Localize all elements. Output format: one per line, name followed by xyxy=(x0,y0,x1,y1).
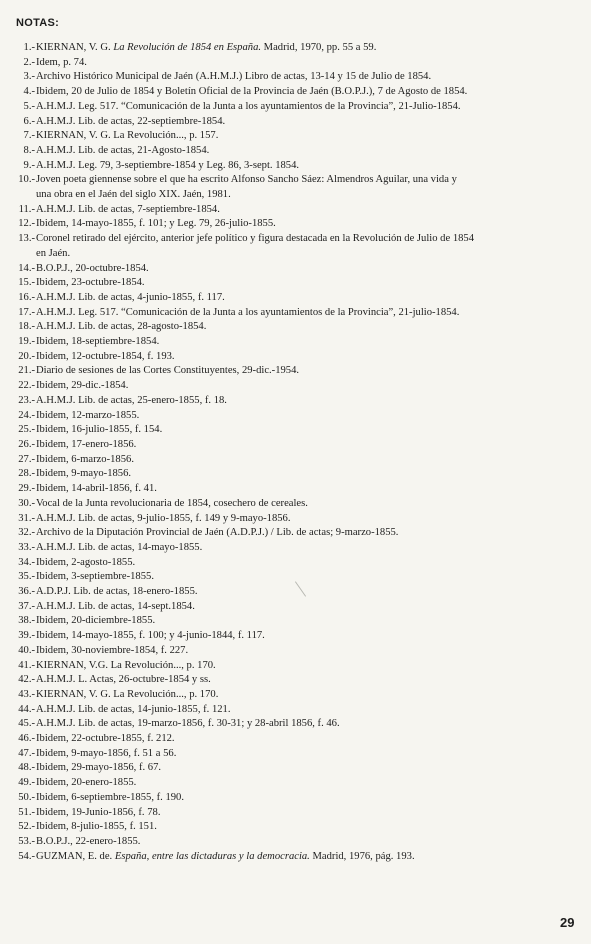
note-text-segment: A.H.M.J. Lib. de actas, 28-agosto-1854. xyxy=(36,321,207,333)
note-line xyxy=(36,100,581,115)
note-item xyxy=(0,512,591,527)
note-number: 2.- xyxy=(23,56,35,68)
note-text xyxy=(36,526,581,541)
note-item xyxy=(0,717,591,732)
note-line xyxy=(36,262,581,277)
note-text-segment: Archivo de la Diputación Provincial de Jaén (A.D.P.J.) / Lib. de actas; 9-marzo-1855. xyxy=(36,527,399,539)
note-number: 44.- xyxy=(18,703,35,715)
notes-heading: NOTAS: xyxy=(16,17,60,29)
note-line xyxy=(36,644,581,659)
note-number: 54.- xyxy=(18,850,35,862)
note-text-segment: A.H.M.J. Lib. de actas, 14-junio-1855, f. 121. xyxy=(36,703,231,715)
note-number: 26.- xyxy=(18,438,35,450)
note-text-segment: KIERNAN, V. G. La Revolución..., p. 170. xyxy=(36,688,219,700)
note-text-segment: en Jaén. xyxy=(36,247,71,259)
note-number: 18.- xyxy=(18,321,35,333)
note-number: 8.- xyxy=(23,144,35,156)
note-text-segment: A.H.M.J. Lib. de actas, 9-julio-1855, f. 149 y 9-mayo-1856. xyxy=(36,512,291,524)
note-text-segment: Ibidem, 22-octubre-1855, f. 212. xyxy=(36,733,175,745)
note-title-italic: España, entre las dictaduras y la democracia. xyxy=(114,850,310,862)
note-text-segment: Ibidem, 12-marzo-1855. xyxy=(36,409,140,421)
note-text-segment: A.H.M.J. Lib. de actas, 21-Agosto-1854. xyxy=(36,144,210,156)
note-line xyxy=(36,835,581,850)
note-number: 47.- xyxy=(18,747,35,759)
note-item xyxy=(0,541,591,556)
note-item xyxy=(0,129,591,144)
note-text-segment: A.D.P.J. Lib. de actas, 18-enero-1855. xyxy=(36,586,198,598)
note-text xyxy=(36,585,581,600)
note-number: 12.- xyxy=(18,218,35,230)
note-number: 19.- xyxy=(18,336,35,348)
note-number: 52.- xyxy=(18,821,35,833)
note-line xyxy=(36,570,581,585)
note-text-segment: Ibidem, 20-diciembre-1855. xyxy=(36,615,156,627)
note-line xyxy=(36,614,581,629)
note-text-segment: Ibidem, 18-septiembre-1854. xyxy=(36,336,160,348)
note-text-segment: A.H.M.J. Leg. 517. “Comunicación de la Junta a los ayuntamientos de la Provincia”, 21-Julio-1854. xyxy=(36,100,461,112)
note-number: 27.- xyxy=(18,453,35,465)
note-line xyxy=(36,747,581,762)
note-number: 32.- xyxy=(18,527,35,539)
note-text xyxy=(36,56,581,71)
note-text-segment: Ibidem, 19-Junio-1856, f. 78. xyxy=(36,806,161,818)
note-text-segment: Idem, p. 74. xyxy=(36,56,87,68)
note-item xyxy=(0,820,591,835)
note-item xyxy=(0,379,591,394)
note-text xyxy=(36,541,581,556)
note-number: 28.- xyxy=(18,468,35,480)
note-text xyxy=(36,276,581,291)
note-text-segment: A.H.M.J. L. Actas, 26-octubre-1854 y ss. xyxy=(36,674,211,686)
notes-list xyxy=(0,41,591,864)
note-text xyxy=(36,482,581,497)
note-line xyxy=(36,291,581,306)
note-text-segment: A.H.M.J. Lib. de actas, 7-septiembre-1854. xyxy=(36,203,220,215)
note-text-segment: KIERNAN, V. G. xyxy=(36,42,114,53)
note-text-segment: Ibidem, 23-octubre-1854. xyxy=(36,277,145,289)
note-item xyxy=(0,703,591,718)
note-text xyxy=(36,379,581,394)
note-text xyxy=(36,85,581,100)
note-text-segment: Archivo Histórico Municipal de Jaén (A.H.M.J.) Libro de actas, 13-14 y 15 de Julio de 1854. xyxy=(36,71,432,83)
note-item xyxy=(0,173,591,202)
note-number: 38.- xyxy=(18,615,35,627)
note-number: 25.- xyxy=(18,424,35,436)
note-number: 21.- xyxy=(18,365,35,377)
note-item xyxy=(0,482,591,497)
note-item xyxy=(0,276,591,291)
note-line xyxy=(36,41,581,56)
note-line xyxy=(36,806,581,821)
note-number: 43.- xyxy=(18,688,35,700)
note-item xyxy=(0,747,591,762)
note-number: 1.- xyxy=(23,42,35,53)
note-text-segment: A.H.M.J. Lib. de actas, 19-marzo-1856, f. 30-31; y 28-abril 1856, f. 46. xyxy=(36,718,340,730)
note-line xyxy=(36,585,581,600)
note-text xyxy=(36,747,581,762)
note-item xyxy=(0,453,591,468)
note-item xyxy=(0,203,591,218)
note-text xyxy=(36,159,581,174)
note-item xyxy=(0,614,591,629)
note-text xyxy=(36,438,581,453)
note-number: 24.- xyxy=(18,409,35,421)
note-text-segment: A.H.M.J. Lib. de actas, 14-sept.1854. xyxy=(36,600,195,612)
page-number: 29 xyxy=(560,915,575,930)
note-number: 53.- xyxy=(18,835,35,847)
note-number: 31.- xyxy=(18,512,35,524)
note-text-segment: Ibidem, 14-abril-1856, f. 41. xyxy=(36,483,157,495)
note-line xyxy=(36,850,581,865)
note-item xyxy=(0,688,591,703)
note-text-segment: Coronel retirado del ejército, anterior jefe político y figura destacada en la Revolución de Julio de 1854 xyxy=(36,233,475,245)
note-item xyxy=(0,350,591,365)
note-item xyxy=(0,70,591,85)
note-text xyxy=(36,364,581,379)
note-number: 3.- xyxy=(23,71,35,83)
note-number: 20.- xyxy=(18,350,35,362)
note-text xyxy=(36,791,581,806)
note-number: 40.- xyxy=(18,644,35,656)
note-line xyxy=(36,732,581,747)
note-text-segment: Ibidem, 12-octubre-1854, f. 193. xyxy=(36,350,175,362)
note-text xyxy=(36,688,581,703)
note-number: 39.- xyxy=(18,630,35,642)
note-line xyxy=(36,203,581,218)
note-text xyxy=(36,570,581,585)
note-line xyxy=(36,791,581,806)
note-number: 30.- xyxy=(18,497,35,509)
note-item xyxy=(0,467,591,482)
note-text xyxy=(36,350,581,365)
note-line xyxy=(36,276,581,291)
note-text xyxy=(36,467,581,482)
note-line xyxy=(36,467,581,482)
note-number: 16.- xyxy=(18,291,35,303)
note-line xyxy=(36,394,581,409)
note-item xyxy=(0,673,591,688)
note-item xyxy=(0,115,591,130)
note-line xyxy=(36,776,581,791)
note-text xyxy=(36,556,581,571)
note-text-segment: Ibidem, 9-mayo-1856. xyxy=(36,468,132,480)
note-number: 35.- xyxy=(18,571,35,583)
note-line xyxy=(36,673,581,688)
note-item xyxy=(0,806,591,821)
note-line xyxy=(36,173,581,188)
note-text xyxy=(36,262,581,277)
note-line xyxy=(36,438,581,453)
note-line xyxy=(36,423,581,438)
note-text xyxy=(36,100,581,115)
note-text xyxy=(36,776,581,791)
note-line xyxy=(36,703,581,718)
note-text xyxy=(36,732,581,747)
note-item xyxy=(0,732,591,747)
note-line xyxy=(36,335,581,350)
note-line xyxy=(36,600,581,615)
note-line xyxy=(36,659,581,674)
note-item xyxy=(0,644,591,659)
note-text xyxy=(36,409,581,424)
note-text xyxy=(36,306,581,321)
note-text xyxy=(36,659,581,674)
note-line xyxy=(36,761,581,776)
note-text xyxy=(36,144,581,159)
note-number: 11.- xyxy=(18,203,35,215)
note-line xyxy=(36,717,581,732)
note-number: 17.- xyxy=(18,306,35,318)
note-text xyxy=(36,629,581,644)
note-line xyxy=(36,688,581,703)
note-text-segment: Ibidem, 17-enero-1856. xyxy=(36,438,137,450)
note-text xyxy=(36,806,581,821)
note-number: 42.- xyxy=(18,674,35,686)
note-number: 51.- xyxy=(18,806,35,818)
note-text xyxy=(36,291,581,306)
note-text xyxy=(36,335,581,350)
note-line xyxy=(36,85,581,100)
note-number: 34.- xyxy=(18,556,35,568)
note-item xyxy=(0,776,591,791)
note-number: 4.- xyxy=(23,86,35,98)
note-text-segment: Ibidem, 14-mayo-1855, f. 100; y 4-junio-1844, f. 117. xyxy=(36,630,265,642)
note-line xyxy=(36,56,581,71)
note-text-segment: Ibidem, 6-septiembre-1855, f. 190. xyxy=(36,791,184,803)
note-line xyxy=(36,159,581,174)
note-item xyxy=(0,526,591,541)
note-text-segment: B.O.P.J., 20-octubre-1854. xyxy=(36,262,149,274)
note-text-segment: A.H.M.J. Lib. de actas, 25-enero-1855, f. 18. xyxy=(36,394,227,406)
note-item xyxy=(0,291,591,306)
note-line xyxy=(36,129,581,144)
note-text-segment: A.H.M.J. Lib. de actas, 14-mayo-1855. xyxy=(36,541,203,553)
note-number: 33.- xyxy=(18,541,35,553)
note-text-segment: GUZMAN, E. de. xyxy=(36,850,115,862)
note-text-segment: Madrid, 1976, pág. 193. xyxy=(309,850,415,862)
note-item xyxy=(0,85,591,100)
note-item xyxy=(0,600,591,615)
note-item xyxy=(0,364,591,379)
note-line xyxy=(36,247,581,262)
note-number: 5.- xyxy=(23,100,35,112)
note-text-segment: Joven poeta giennense sobre el que ha escrito Alfonso Sancho Sáez: Almendros Aguilar, una vida y xyxy=(36,174,457,186)
note-text-segment: Ibidem, 3-septiembre-1855. xyxy=(36,571,154,583)
note-text xyxy=(36,497,581,512)
note-item xyxy=(0,306,591,321)
note-text-segment: Ibidem, 30-noviembre-1854, f. 227. xyxy=(36,644,189,656)
note-text xyxy=(36,173,581,202)
note-text-segment: Ibidem, 29-mayo-1856, f. 67. xyxy=(36,762,162,774)
note-number: 9.- xyxy=(23,159,35,171)
note-item xyxy=(0,659,591,674)
note-number: 7.- xyxy=(23,130,35,142)
note-line xyxy=(36,482,581,497)
note-item xyxy=(0,262,591,277)
note-text xyxy=(36,644,581,659)
note-line xyxy=(36,820,581,835)
note-text xyxy=(36,203,581,218)
note-item xyxy=(0,409,591,424)
note-item xyxy=(0,835,591,850)
note-line xyxy=(36,217,581,232)
note-text-segment: Ibidem, 20 de Julio de 1854 y Boletín Oficial de la Provincia de Jaén (B.O.P.J.), 7 de Agosto de 1854. xyxy=(36,86,468,98)
note-text xyxy=(36,673,581,688)
note-number: 46.- xyxy=(18,733,35,745)
note-line xyxy=(36,453,581,468)
note-text xyxy=(36,41,581,56)
note-text xyxy=(36,423,581,438)
note-item xyxy=(0,320,591,335)
note-text-segment: una obra en el Jaén del siglo XIX. Jaén, 1981. xyxy=(36,189,231,201)
note-text-segment: Ibidem, 2-agosto-1855. xyxy=(36,556,136,568)
note-text xyxy=(36,453,581,468)
note-line xyxy=(36,497,581,512)
note-number: 6.- xyxy=(23,115,35,127)
note-text-segment: Ibidem, 14-mayo-1855, f. 101; y Leg. 79, 26-julio-1855. xyxy=(36,218,276,230)
note-number: 50.- xyxy=(18,791,35,803)
note-line xyxy=(36,232,581,247)
note-text-segment: A.H.M.J. Lib. de actas, 22-septiembre-1854. xyxy=(36,115,226,127)
note-text-segment: B.O.P.J., 22-enero-1855. xyxy=(36,835,141,847)
note-item xyxy=(0,100,591,115)
note-number: 22.- xyxy=(18,380,35,392)
note-number: 48.- xyxy=(18,762,35,774)
note-text-segment: Ibidem, 6-marzo-1856. xyxy=(36,453,134,465)
note-line xyxy=(36,306,581,321)
note-number: 23.- xyxy=(18,394,35,406)
note-item xyxy=(0,850,591,865)
note-text-segment: Ibidem, 29-dic.-1854. xyxy=(36,380,129,392)
note-line xyxy=(36,115,581,130)
note-line xyxy=(36,144,581,159)
note-item xyxy=(0,217,591,232)
note-text-segment: KIERNAN, V.G. La Revolución..., p. 170. xyxy=(36,659,216,671)
note-text-segment: A.H.M.J. Lib. de actas, 4-junio-1855, f. 117. xyxy=(36,291,225,303)
note-line xyxy=(36,70,581,85)
note-text xyxy=(36,820,581,835)
note-text xyxy=(36,129,581,144)
note-text-segment: Diario de sesiones de las Cortes Constituyentes, 29-dic.-1954. xyxy=(36,365,300,377)
note-item xyxy=(0,394,591,409)
note-number: 45.- xyxy=(18,718,35,730)
note-text-segment: Madrid, 1970, pp. 55 a 59. xyxy=(261,42,377,53)
note-text xyxy=(36,717,581,732)
note-line xyxy=(36,526,581,541)
note-item xyxy=(0,438,591,453)
note-number: 36.- xyxy=(18,586,35,598)
note-line xyxy=(36,556,581,571)
note-text xyxy=(36,600,581,615)
note-text-segment: Ibidem, 9-mayo-1856, f. 51 a 56. xyxy=(36,747,177,759)
note-number: 15.- xyxy=(18,277,35,289)
note-item xyxy=(0,497,591,512)
note-text-segment: Ibidem, 8-julio-1855, f. 151. xyxy=(36,821,157,833)
note-item xyxy=(0,585,591,600)
note-text xyxy=(36,835,581,850)
note-line xyxy=(36,512,581,527)
note-text-segment: KIERNAN, V. G. La Revolución..., p. 157. xyxy=(36,130,219,142)
note-line xyxy=(36,320,581,335)
note-number: 13.- xyxy=(18,233,35,245)
note-line xyxy=(36,379,581,394)
note-number: 49.- xyxy=(18,777,35,789)
note-text-segment: A.H.M.J. Leg. 517. “Comunicación de la Junta a los ayuntamientos de la Provincia”, 21-julio-1854. xyxy=(36,306,460,318)
note-item xyxy=(0,159,591,174)
note-item xyxy=(0,791,591,806)
note-line xyxy=(36,629,581,644)
note-text-segment: Ibidem, 16-julio-1855, f. 154. xyxy=(36,424,163,436)
note-item xyxy=(0,144,591,159)
note-text-segment: A.H.M.J. Leg. 79, 3-septiembre-1854 y Leg. 86, 3-sept. 1854. xyxy=(36,159,300,171)
note-text xyxy=(36,320,581,335)
note-number: 29.- xyxy=(18,483,35,495)
note-line xyxy=(36,350,581,365)
note-item xyxy=(0,41,591,56)
note-line xyxy=(36,541,581,556)
note-item xyxy=(0,761,591,776)
note-text xyxy=(36,614,581,629)
note-item xyxy=(0,629,591,644)
note-item xyxy=(0,56,591,71)
note-item xyxy=(0,423,591,438)
note-text xyxy=(36,512,581,527)
note-text-segment: Ibidem, 20-enero-1855. xyxy=(36,777,137,789)
note-item xyxy=(0,335,591,350)
note-line xyxy=(36,364,581,379)
note-text xyxy=(36,761,581,776)
note-text-segment: Vocal de la Junta revolucionaria de 1854, cosechero de cereales. xyxy=(36,497,308,509)
note-number: 14.- xyxy=(18,262,35,274)
note-number: 37.- xyxy=(18,600,35,612)
note-number: 10.- xyxy=(18,174,35,186)
note-item xyxy=(0,232,591,261)
note-title-italic: La Revolución de 1854 en España. xyxy=(113,42,262,53)
note-text xyxy=(36,394,581,409)
note-text xyxy=(36,217,581,232)
note-text xyxy=(36,232,581,261)
note-text xyxy=(36,703,581,718)
note-line xyxy=(36,188,581,203)
note-item xyxy=(0,556,591,571)
note-text xyxy=(36,850,581,865)
note-text xyxy=(36,115,581,130)
note-number: 41.- xyxy=(18,659,35,671)
note-text xyxy=(36,70,581,85)
note-line xyxy=(36,409,581,424)
